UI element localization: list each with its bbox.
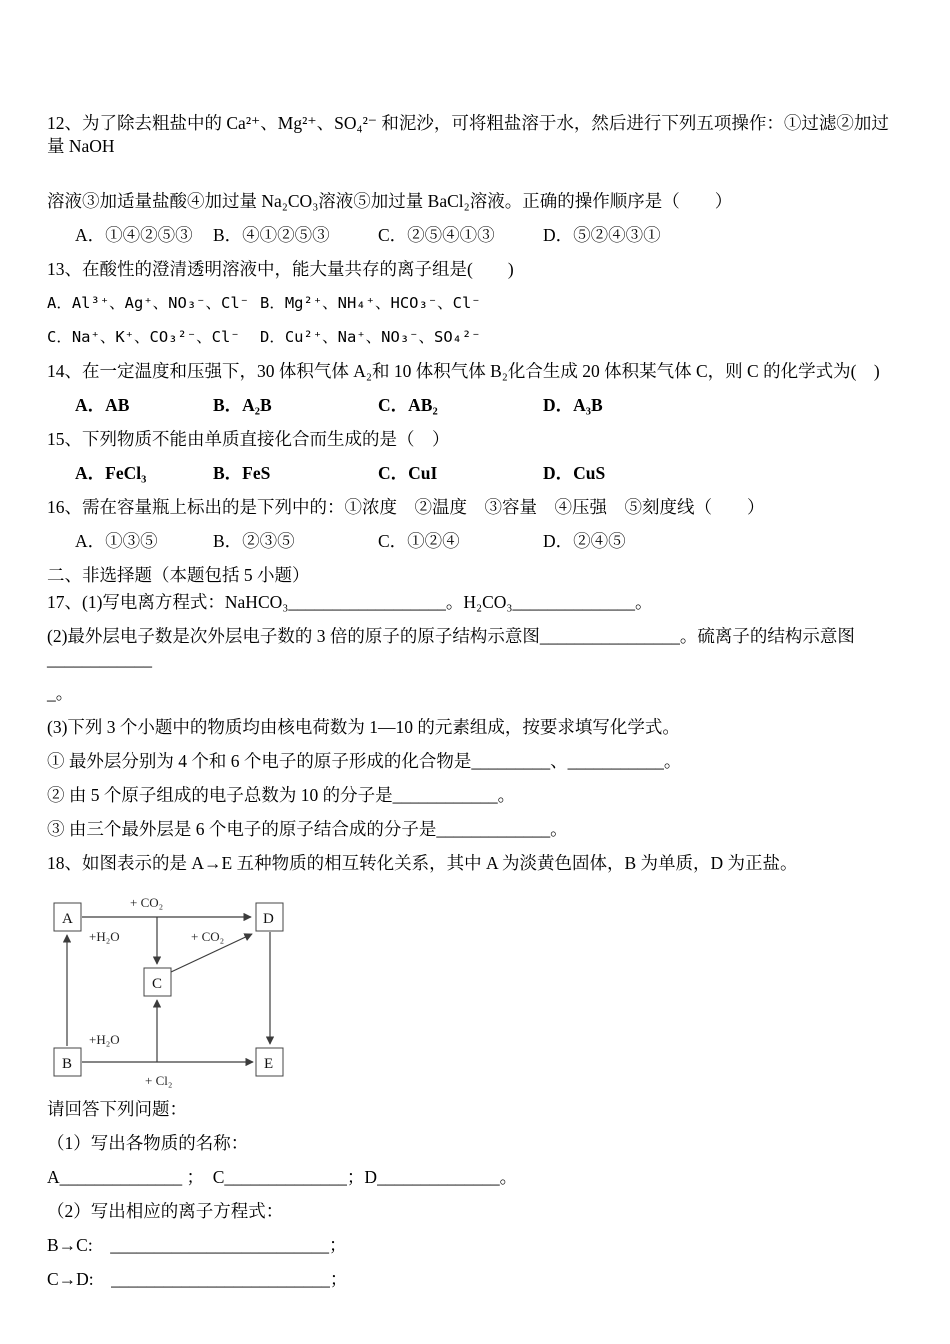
- node-label-b: B: [62, 1056, 73, 1072]
- edge-label-c-to-d: + CO₂: [191, 929, 225, 944]
- edge-label-b-to-e: + Cl₂: [145, 1073, 173, 1088]
- q14-option-a: A．AB: [75, 395, 130, 415]
- q17-line1: 17、(1)写电离方程式：NaHCO₃__________________。H₂CO₃______________。: [47, 592, 653, 612]
- node-label-c: C: [152, 976, 163, 992]
- q18-equation-c-to-d: C→D: _________________________；: [47, 1269, 348, 1289]
- q17-line3: _。: [47, 683, 74, 703]
- node-label-e: E: [264, 1056, 274, 1072]
- q17-line2: (2)最外层电子数是次外层电子数的 3 倍的原子的原子结构示意图________________。硫离子的结构示意图____________: [47, 626, 855, 669]
- section2-heading: 二、非选择题（本题包括 5 小题）: [47, 565, 310, 585]
- q14-options-row: [47, 394, 905, 417]
- q16-option-c: C．①②④: [378, 531, 460, 551]
- q14-option-c: C．AB₂: [378, 395, 438, 415]
- q17-line5: ① 最外层分别为 4 个和 6 个电子的原子形成的化合物是_________、___________。: [47, 751, 682, 771]
- q13-option-b: B．Mg²⁺、NH₄⁺、HCO₃⁻、Cl⁻: [260, 294, 481, 312]
- q12-stem-line1: 12、为了除去粗盐中的 Ca²⁺、Mg²⁺、SO₄²⁻ 和泥沙，可将粗盐溶于水，然后进行下列五项操作：①过滤②加过量 NaOH: [47, 113, 889, 156]
- q12-option-a: A．①④②⑤③: [75, 225, 193, 245]
- q18-sub1: （1）写出各物质的名称：: [47, 1133, 249, 1153]
- q13-option-c: C．Na⁺、K⁺、CO₃²⁻、Cl⁻: [47, 328, 240, 346]
- q18-transformation-diagram: [47, 886, 905, 1096]
- edge-label-a-to-c: +H₂O: [89, 929, 120, 944]
- q17-line4: (3)下列 3 个小题中的物质均由核电荷数为 1—10 的元素组成，按要求填写化学式。: [47, 717, 680, 737]
- q18-prompt: 请回答下列问题：: [47, 1099, 187, 1119]
- q17-line7: ③ 由三个最外层是 6 个电子的原子结合成的分子是_____________。: [47, 819, 568, 839]
- q18-name-blanks: A______________ ； C______________；D______________。: [47, 1167, 518, 1187]
- q14-option-d: D．A₃B: [543, 395, 603, 415]
- q12-stem-line2: 溶液③加适量盐酸④加过量 Na₂CO₃溶液⑤加过量 BaCl₂溶液。正确的操作顺序是（ ）: [47, 191, 733, 211]
- q16-stem: 16、需在容量瓶上标出的是下列中的：①浓度 ②温度 ③容量 ④压强 ⑤刻度线（ ）: [47, 497, 765, 517]
- q14-option-b: B．A₂B: [213, 395, 272, 415]
- node-label-a: A: [62, 911, 73, 927]
- q16-option-b: B．②③⑤: [213, 531, 295, 551]
- q13-stem: 13、在酸性的澄清透明溶液中，能大量共存的离子组是( ): [47, 259, 514, 279]
- q15-option-c: C．CuI: [378, 463, 438, 483]
- q12-option-b: B．④①②⑤③: [213, 225, 330, 245]
- q18-sub2: （2）写出相应的离子方程式：: [47, 1201, 284, 1221]
- q16-option-d: D．②④⑤: [543, 531, 626, 551]
- q13-option-a: A．Al³⁺、Ag⁺、NO₃⁻、Cl⁻: [47, 294, 249, 312]
- q15-option-d: D．CuS: [543, 463, 606, 483]
- q17-line6: ② 由 5 个原子组成的电子总数为 10 的分子是____________。: [47, 785, 516, 805]
- edge-label-a-to-d: + CO₂: [130, 895, 164, 910]
- q12-option-d: D．⑤②④③①: [543, 225, 661, 245]
- edge-label-b-to-c: +H₂O: [89, 1032, 120, 1047]
- q13-options-row-2: [47, 326, 905, 349]
- q14-stem: 14、在一定温度和压强下，30 体积气体 A₂和 10 体积气体 B₂化合生成 20 体积某气体 C，则 C 的化学式为( ): [47, 361, 880, 381]
- q18-equation-b-to-c: B→C: _________________________；: [47, 1235, 347, 1255]
- q16-options-row: [47, 530, 905, 553]
- q15-stem: 15、下列物质不能由单质直接化合而生成的是（ ）: [47, 429, 450, 449]
- q15-option-a: A．FeCl₃: [75, 463, 147, 483]
- q16-option-a: A．①③⑤: [75, 531, 158, 551]
- transformation-diagram-svg: [47, 886, 327, 1096]
- q13-option-d: D．Cu²⁺、Na⁺、NO₃⁻、SO₄²⁻: [260, 328, 481, 346]
- q12-options-row: [47, 224, 905, 247]
- q12-option-c: C．②⑤④①③: [378, 225, 495, 245]
- q13-options-row-1: [47, 292, 905, 315]
- q18-stem: 18、如图表示的是 A→E 五种物质的相互转化关系，其中 A 为淡黄色固体，B 为单质，D 为正盐。: [47, 853, 798, 873]
- q15-option-b: B．FeS: [213, 463, 271, 483]
- q15-options-row: [47, 462, 905, 485]
- node-label-d: D: [263, 911, 274, 927]
